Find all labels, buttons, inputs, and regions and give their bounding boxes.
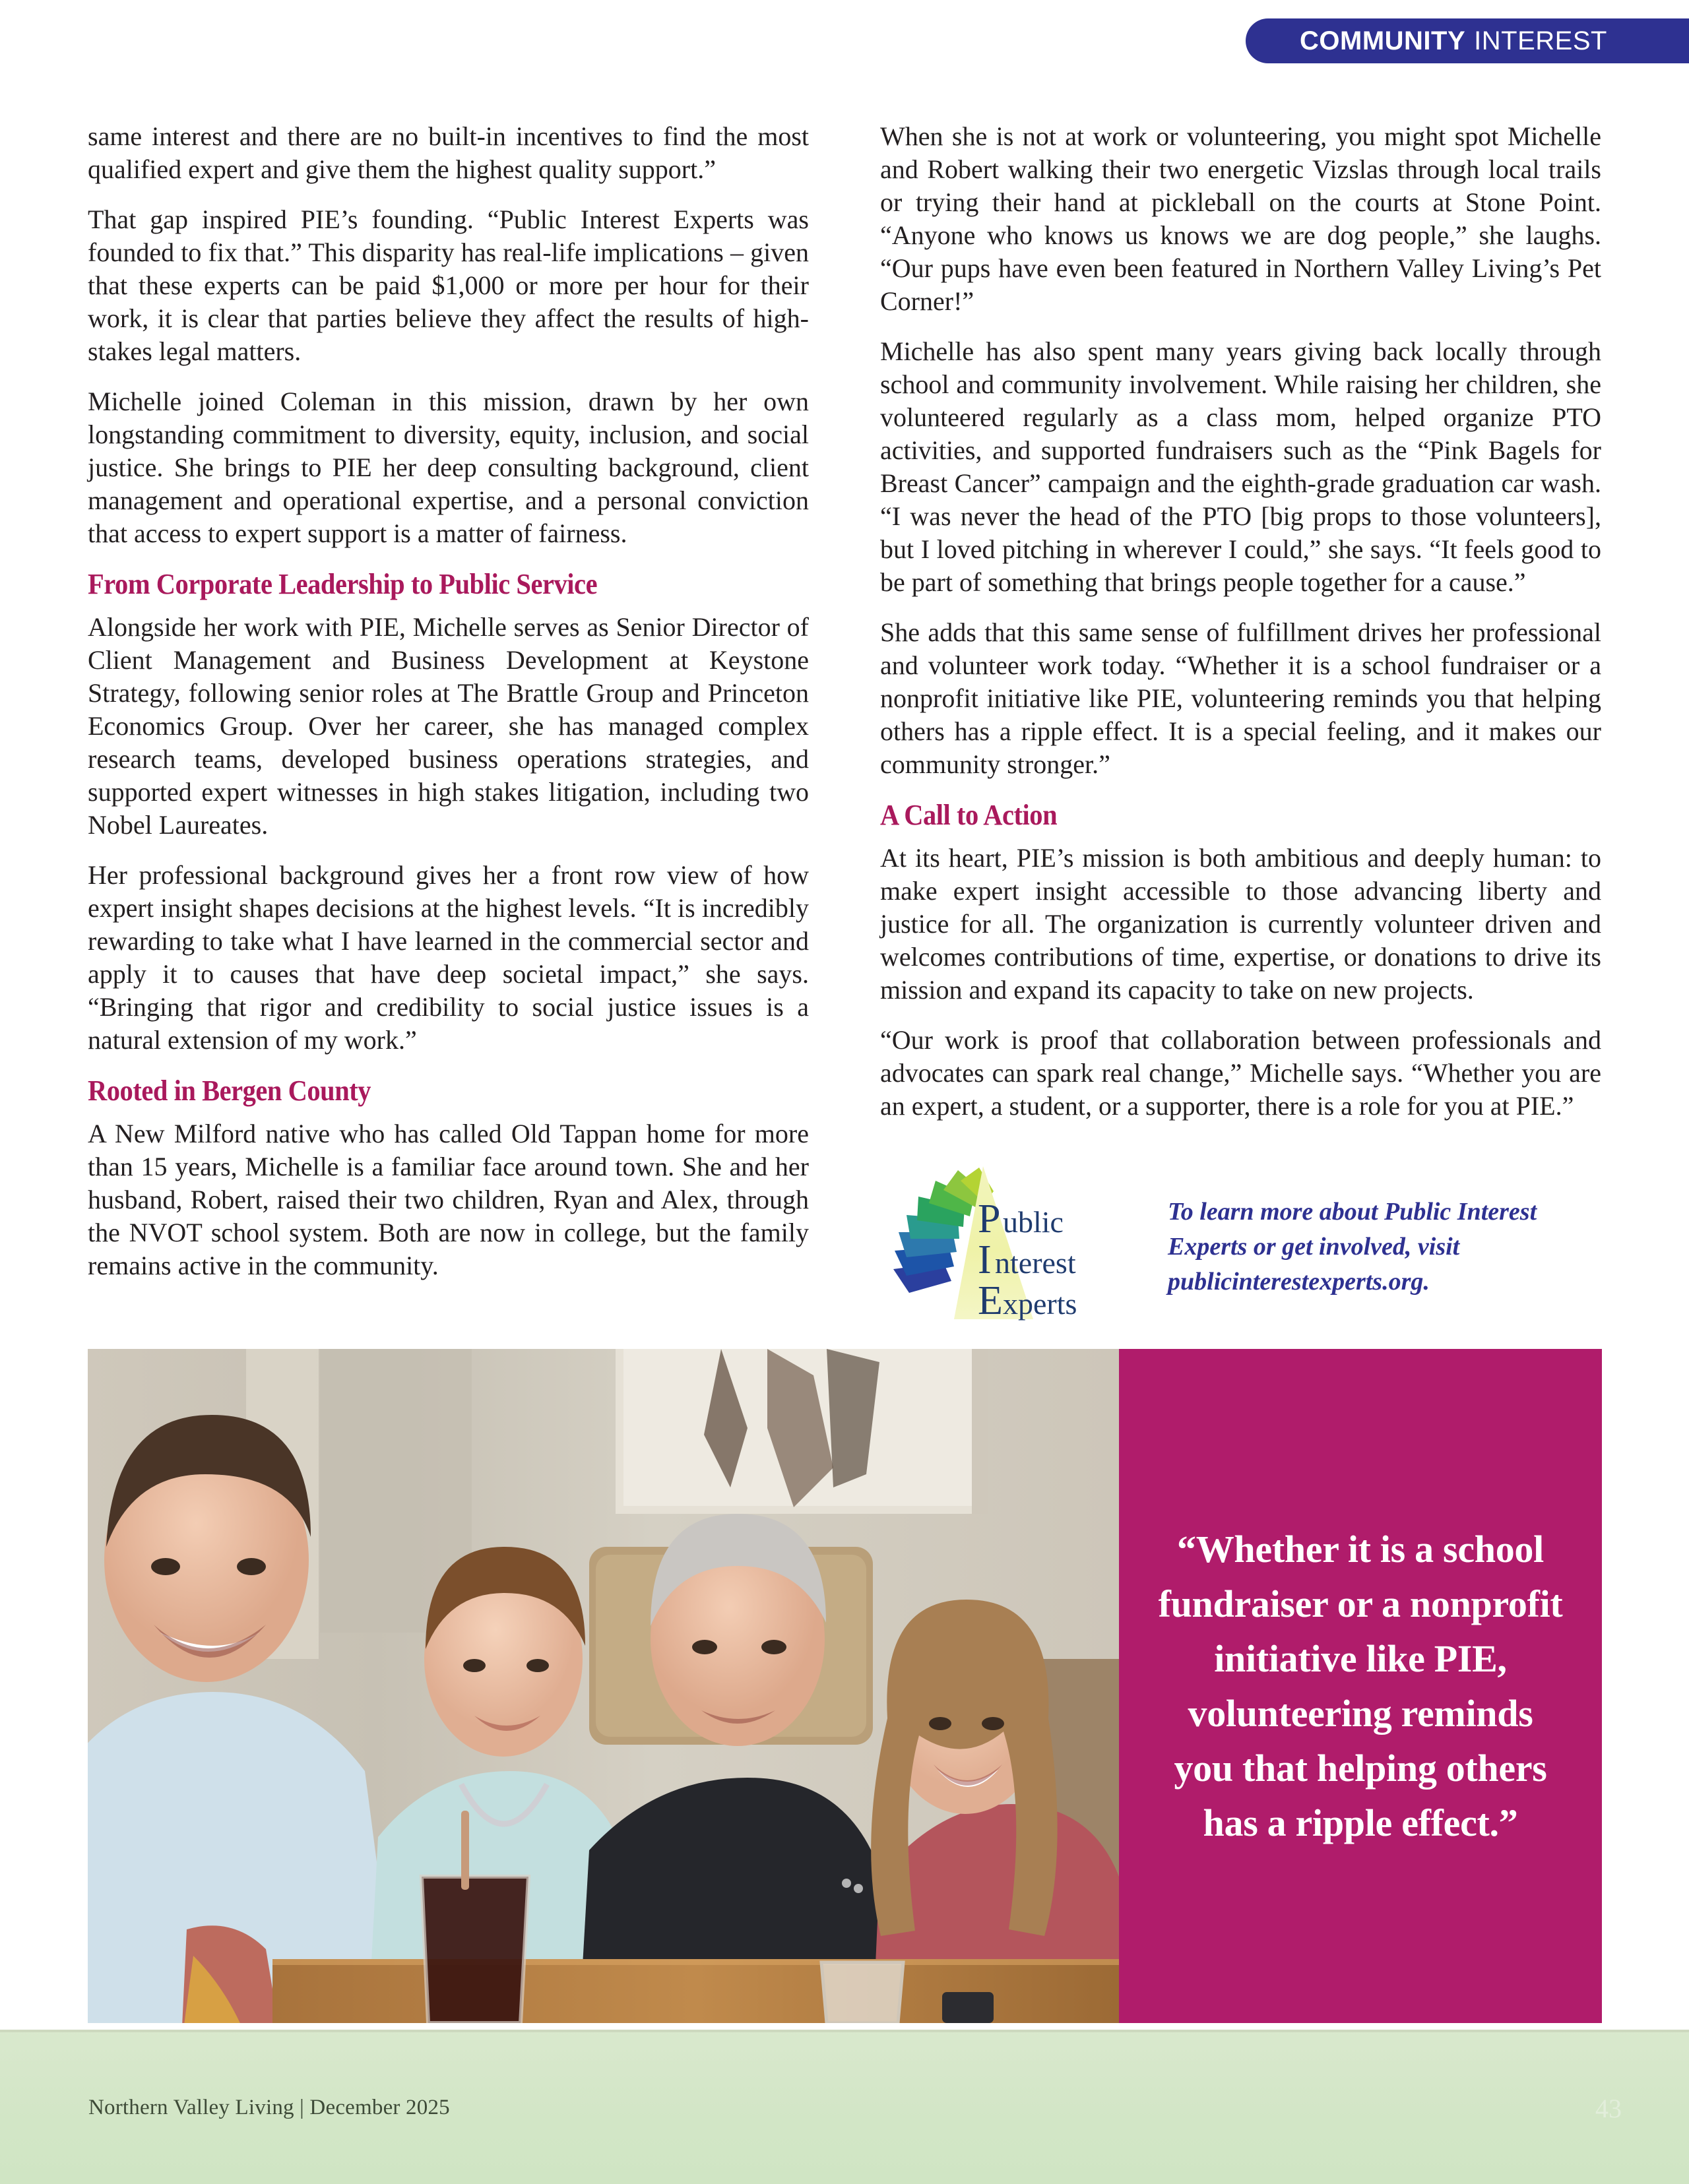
paragraph: same interest and there are no built-in incentives to find the most qualified expert and give them the highest quality support.”: [88, 121, 809, 184]
footer-publication-line: Northern Valley Living | December 2025: [88, 2096, 450, 2119]
paragraph: Michelle has also spent many years giving back locally through school and community involvement. While raising her children, she volunteered regularly as a class mom, helped organize PTO activities, and supported fundraisers such as the “Pink Bagels for Breast Cancer” campaign and the eighth-grade graduation car wash. “I was never the head of the PTO [big props to those volunteers], but I loved pitching in wherever I could,” she says. “It feels good to be part of something that brings people together for a cause.”: [880, 336, 1601, 597]
paragraph: At its heart, PIE’s mission is both ambitious and deeply human: to make expert insight accessible to those advancing liberty and justice for all. The organization is currently volunteer driven and welcomes contributions of time, expertise, or donations to drive its mission and expand its capacity to take on new projects.: [880, 843, 1601, 1005]
svg-text:P: P: [978, 1197, 1001, 1241]
paragraph: A New Milford native who has called Old Tappan home for more than 15 years, Michelle is a familiar face around town. She and her husband, Robert, raised their two children, Ryan and Alex, through the NVOT school system. Both are now in college, but the family remains active in the community.: [88, 1119, 809, 1280]
cta-blurb: To learn more about Public Interest Experts or get involved, visit publicinterestexperts.org.: [1168, 1197, 1537, 1295]
section-tab-word-bold: COMMUNITY: [1300, 26, 1466, 55]
section-heading-from-corporate-leadership: From Corporate Leadership to Public Service: [88, 568, 598, 600]
section-tab-word-light: INTEREST: [1474, 26, 1607, 55]
svg-text:I: I: [978, 1237, 992, 1282]
paragraph: Michelle joined Coleman in this mission, drawn by her own longstanding commitment to diversity, equity, inclusion, and social justice. She brings to PIE her deep consulting background, client management and operational expertise, and a personal conviction that access to expert support is a matter of fairness.: [88, 387, 809, 548]
article-right-column: [880, 120, 1601, 1330]
paragraph: That gap inspired PIE’s founding. “Public Interest Experts was founded to fix that.” This disparity has real-life implications – given that these experts can be paid $1,000 or more per hour for their work, it is clear that parties believe they affect the results of high-stakes legal matters.: [88, 204, 809, 366]
page-footer: [0, 2030, 1689, 2184]
article-columns: [88, 120, 1601, 1330]
section-heading-a-call-to-action: A Call to Action: [880, 799, 1058, 831]
svg-text:E: E: [978, 1278, 1003, 1323]
family-photo: [88, 1349, 1119, 2023]
section-heading-rooted-in-bergen-county: Rooted in Bergen County: [88, 1075, 371, 1107]
public-interest-experts-logo: [880, 1164, 1139, 1330]
svg-text:ublic: ublic: [1003, 1205, 1064, 1239]
svg-text:xperts: xperts: [1003, 1287, 1077, 1321]
paragraph: When she is not at work or volunteering, you might spot Michelle and Robert walking their two energetic Vizslas through local trails or trying their hand at pickleball on the courts at Stone Point. “Anyone who knows us knows we are dog people,” she laughs. “Our pups have even been featured in Northern Valley Living’s Pet Corner!”: [880, 121, 1601, 316]
section-tab-community-interest: [1246, 18, 1689, 63]
paragraph: “Our work is proof that collaboration between professionals and advocates can spark real change,” Michelle says. “Whether you are an expert, a student, or a supporter, there is a role for you at PIE.”: [880, 1025, 1601, 1121]
media-band: [88, 1349, 1602, 2023]
water-glass: [821, 1962, 903, 2023]
paragraph: Her professional background gives her a front row view of how expert insight shapes decisions at the highest levels. “It is incredibly rewarding to take what I have learned in the commercial sector and apply it to causes that have deep societal impact,” she says. “Bringing that rigor and credibility to social justice issues is a natural extension of my work.”: [88, 860, 809, 1055]
call-to-action-row: [880, 1164, 1601, 1330]
article-left-column: [88, 120, 809, 1330]
pull-quote-panel: [1119, 1349, 1602, 2023]
paragraph: She adds that this same sense of fulfillment drives her professional and volunteer work today. “Whether it is a school fundraiser or a nonprofit initiative like PIE, volunteering reminds you that helping others has a ripple effect. It is a special feeling, and it makes our community stronger.”: [880, 617, 1601, 779]
footer-divider: [0, 2030, 1689, 2032]
paragraph: Alongside her work with PIE, Michelle serves as Senior Director of Client Management and Business Development at Keystone Strategy, following senior roles at The Brattle Group and Princeton Economics Group. Over her career, she has managed complex research teams, developed business operations strategies, and supported expert witnesses in high stakes litigation, including two Nobel Laureates.: [88, 612, 809, 840]
page-number: 43: [1595, 2094, 1622, 2123]
svg-text:nterest: nterest: [995, 1246, 1076, 1280]
pull-quote-text: “Whether it is a school fundraiser or a nonprofit initiative like PIE, volunteering reminds you that helping others has a ripple effect.”: [1158, 1528, 1563, 1844]
